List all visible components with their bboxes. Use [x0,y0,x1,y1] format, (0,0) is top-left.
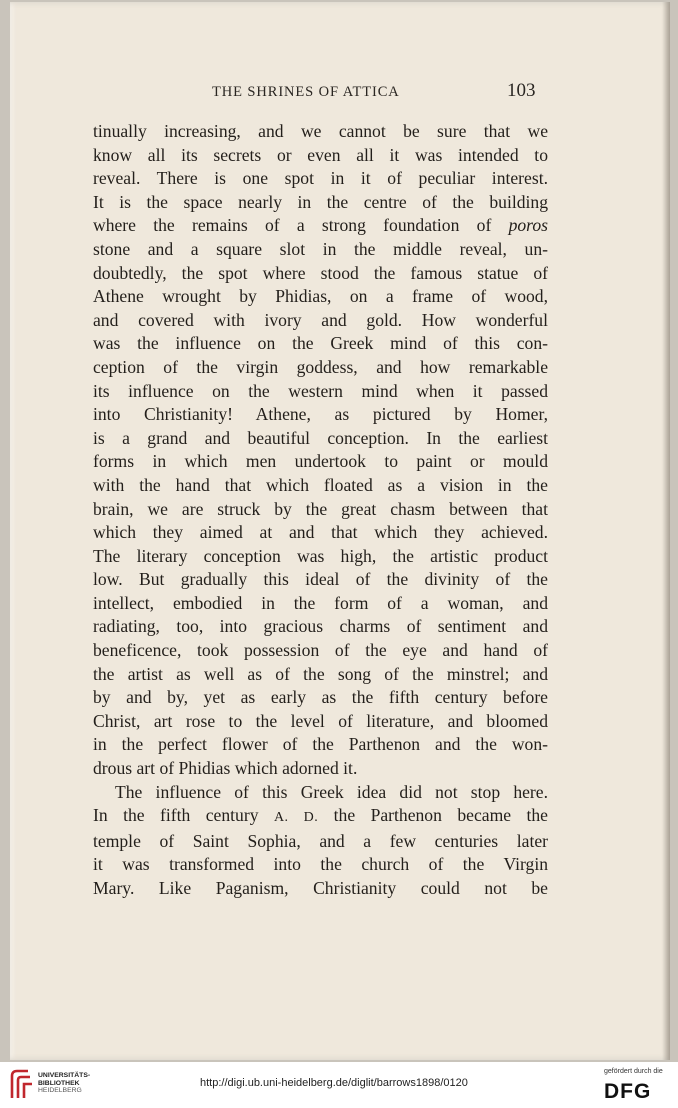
text-line: intellect, embodied in the form of a woman, and [93,592,548,613]
text-line: which they aimed at and that which they achieved. [93,522,548,543]
text-line: was the influence on the Greek mind of this con- [93,333,548,354]
paragraph-2 [93,781,548,901]
text-line: in the perfect flower of the Parthenon and the won- [93,734,548,755]
text-line: The literary conception was high, the artistic product [93,545,548,566]
digitization-footer [0,1062,678,1108]
text-line-with-smallcaps [93,804,548,830]
library-name [38,1072,90,1095]
text-segment: where the remains of a strong foundation of [93,215,509,236]
funded-by-label: gefördert durch die [604,1068,663,1075]
text-line: the artist as well as of the song of the minstrel; and [93,663,548,684]
paragraph-1 [93,120,548,781]
text-line-with-italic [93,214,548,238]
text-line: by and by, yet as early as the fifth century before [93,687,548,708]
library-name-line: BIBLIOTHEK [38,1079,80,1087]
text-segment: the Parthenon became the [318,805,548,826]
text-line: is a grand and beautiful conception. In the earliest [93,427,548,448]
text-line: stone and a square slot in the middle reveal, un- [93,238,548,259]
text-line: know all its secrets or even all it was intended to [93,144,548,165]
text-line: forms in which men undertook to paint or mould [93,451,548,472]
running-title: THE SHRINES OF ATTICA [212,84,400,100]
text-line-indented: The influence of this Greek idea did not stop here. [115,781,548,802]
text-line: Athene wrought by Phidias, on a frame of wood, [93,286,548,307]
text-line: Mary. Like Paganism, Christianity could not be [93,878,548,898]
text-line: into Christianity! Athene, as pictured by Homer, [93,404,548,425]
text-line: and covered with ivory and gold. How wonderful [93,309,548,330]
text-line: It is the space nearly in the centre of the building [93,191,548,212]
text-segment: In the fifth century [93,805,274,826]
text-line: its influence on the western mind when it passed [93,380,548,401]
era-abbreviation: A. D. [273,810,319,826]
text-line: beneficence, took possession of the eye and hand of [93,640,548,661]
text-line: tinually increasing, and we cannot be sure that we [93,121,548,141]
university-library-logo-icon [8,1068,34,1102]
text-line: Christ, art rose to the level of literature, and bloomed [93,710,548,731]
dfg-logo: DFG [604,1080,652,1103]
text-line: doubtedly, the spot where stood the famous statue of [93,262,548,283]
permalink-url[interactable]: http://digi.ub.uni-heidelberg.de/diglit/barrows1898/0120 [200,1077,468,1089]
text-line: reveal. There is one spot in it of peculiar interest. [93,168,548,189]
library-name-line: UNIVERSITÄTS- [38,1072,91,1079]
text-line: with the hand that which floated as a vision in the [93,474,548,495]
text-line: radiating, too, into gracious charms of sentiment and [93,616,548,637]
library-city: HEIDELBERG [38,1087,82,1095]
page-number: 103 [507,80,536,101]
body-text [93,120,548,901]
italic-word: poros [508,215,548,236]
text-line: temple of Saint Sophia, and a few centuries later [93,830,548,851]
running-head [0,80,678,108]
text-line: ception of the virgin goddess, and how remarkable [93,356,548,377]
text-line: it was transformed into the church of the Virgin [93,854,548,875]
text-line: low. But gradually this ideal of the divinity of the [93,569,548,590]
text-line: brain, we are struck by the great chasm between that [93,498,548,519]
text-line-last: drous art of Phidias which adorned it. [93,758,358,779]
